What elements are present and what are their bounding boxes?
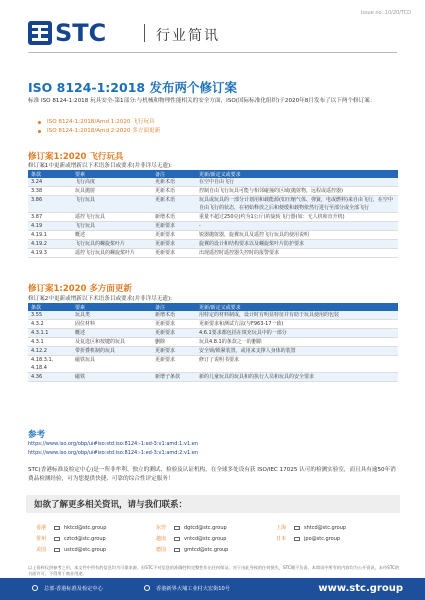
table-cell: 安全锁/锁紧装置，或用来支撑人身体的装置 bbox=[196, 347, 398, 356]
contact-list bbox=[36, 522, 396, 555]
table-row bbox=[28, 347, 398, 356]
table-row bbox=[28, 196, 398, 213]
table-cell: 飞行玩具的螺旋桨叶片 bbox=[72, 240, 152, 249]
table-cell: 更新要求 bbox=[152, 222, 196, 231]
contact-email-link[interactable]: shtcd@stc.group bbox=[304, 524, 347, 531]
table-row bbox=[28, 311, 398, 320]
contact-city: 美国 bbox=[36, 547, 47, 553]
table-cell: 更新要求 bbox=[152, 249, 196, 258]
table-cell: 4.19.1 bbox=[28, 231, 72, 240]
table-cell: 用特定的材料制成，设计时有明显特征并有助于玩具使用的包装 bbox=[196, 311, 398, 320]
table-cell: 更新要求 bbox=[152, 329, 196, 338]
footer-address: 香港新界大埔工业村大宏街10号 bbox=[156, 586, 231, 592]
contact-city: 越南 bbox=[156, 536, 167, 542]
contact-city: 东莞 bbox=[156, 525, 167, 531]
contact-city: 常州 bbox=[36, 536, 47, 542]
table-cell: 4.36 bbox=[28, 373, 72, 382]
email-icon bbox=[54, 548, 60, 552]
table-cell: 重量不超过250克(约为1公斤)的旋转飞行器(如：无人机和直升机) bbox=[196, 213, 398, 222]
table-cell: 3.38 bbox=[28, 187, 72, 196]
column-header: 要素 bbox=[72, 170, 152, 178]
contact-item bbox=[36, 546, 156, 553]
contact-city: 德国 bbox=[156, 547, 167, 553]
table-cell: 更新术语 bbox=[152, 196, 196, 213]
table-cell: 3.86 bbox=[28, 196, 72, 213]
section2-subtitle: 修订案2中更新或增新以下术语条目或要求(并非详尽无遗): bbox=[28, 296, 173, 302]
footer-website-link[interactable]: www.stc.group bbox=[318, 583, 403, 594]
table-cell: 出现遥控时遥控器失控时的报警要求 bbox=[196, 249, 398, 258]
table-cell: 4.6.1要求都包括在填充玩具中的一部分 bbox=[196, 329, 398, 338]
table-cell: 磁铁 bbox=[72, 373, 152, 382]
table-cell: 玩具或玩具的一部分计划用和载能源(如压缩气体、弹簧，电或燃料)来自由飞行，在空中自由飞行的状态，在初始释放之后和便缓和载物依然行进行至部分或全部飞行 bbox=[196, 196, 398, 213]
list-item: ISO 8124-1:2018/Amd 2:2020 多方面更新 bbox=[38, 127, 160, 136]
table-cell: 玩具类 bbox=[72, 311, 152, 320]
table-cell: 飞行玩具 bbox=[72, 196, 152, 213]
table-row bbox=[28, 356, 398, 373]
table-cell: 飞行高度 bbox=[72, 178, 152, 187]
table-header-row bbox=[28, 170, 398, 178]
disclaimer: 以上资料仅供参考之用，本文件中所有的信息均为可靠来源，但STC不对信息的准确性和完整性作出任何保证。对于由此导致的任何损失，STC概不负责。本简讯中所有的内容均为公开资讯，未经STC的书面许可，不得用于商业用途。 bbox=[28, 565, 400, 576]
contact-row bbox=[36, 522, 396, 533]
address-icon bbox=[144, 585, 150, 591]
table-row bbox=[28, 231, 398, 240]
table-cell: 4.19.2 bbox=[28, 240, 72, 249]
footer-headquarters: 总部·香港标准及检定中心 bbox=[44, 586, 103, 592]
table-cell: 4.3.2 bbox=[28, 320, 72, 329]
table-cell: 更新要求 bbox=[152, 240, 196, 249]
header-divider bbox=[144, 24, 145, 42]
contact-title: 如欲了解更多相关资讯，请与我们联系： bbox=[34, 500, 188, 510]
table-cell: 4.19.3 bbox=[28, 249, 72, 258]
table-cell: 更新术语 bbox=[152, 178, 196, 187]
contact-item bbox=[276, 524, 396, 531]
email-icon bbox=[174, 548, 180, 552]
table-cell: 新增子条款 bbox=[152, 373, 196, 382]
contact-city: 日本 bbox=[276, 536, 287, 542]
table-cell: 4.12.2 bbox=[28, 347, 72, 356]
section1-table bbox=[28, 170, 398, 258]
table-cell: 概述 bbox=[72, 329, 152, 338]
table-cell: 玩具抛射 bbox=[72, 187, 152, 196]
email-icon bbox=[54, 526, 60, 530]
column-header: 更新/新定义或要求 bbox=[196, 170, 398, 178]
table-row bbox=[28, 187, 398, 196]
contact-row bbox=[36, 544, 396, 555]
contact-email-link[interactable]: jpo@stc.group bbox=[304, 535, 341, 542]
table-cell: 4.3.1.1 bbox=[28, 329, 72, 338]
table-row bbox=[28, 249, 398, 258]
email-icon bbox=[294, 526, 300, 530]
page-header bbox=[28, 20, 397, 48]
list-item: ISO 8124-1:2018/Amd 1:2020 飞行玩具 bbox=[38, 118, 160, 127]
table-cell: 新增术语 bbox=[152, 213, 196, 222]
bullet-icon bbox=[38, 130, 41, 133]
email-icon bbox=[294, 537, 300, 541]
contact-item bbox=[36, 535, 156, 542]
table-row bbox=[28, 213, 398, 222]
table-cell: 修订了说明书要求 bbox=[196, 356, 398, 373]
table-cell: 更新要求和测试方法(与F963-17一致) bbox=[196, 320, 398, 329]
location-icon bbox=[32, 585, 38, 591]
email-icon bbox=[54, 537, 60, 541]
email-icon bbox=[174, 526, 180, 530]
column-header: 更新/新定义或要求 bbox=[196, 303, 398, 311]
table-cell: 旋翼的设计和结构要求以及螺旋桨叶片防护要求 bbox=[196, 240, 398, 249]
contact-email-link[interactable]: dgtcd@stc.group bbox=[184, 524, 227, 531]
table-row bbox=[28, 240, 398, 249]
table-cell: 更新要求 bbox=[152, 347, 196, 356]
contact-email-link[interactable]: vntcd@stc.group bbox=[184, 535, 227, 542]
column-header: 要素 bbox=[72, 303, 152, 311]
column-header: 备注 bbox=[152, 303, 196, 311]
table-cell: 遥控飞行玩具 bbox=[72, 213, 152, 222]
references-title: 参考 bbox=[28, 430, 46, 440]
contact-email-link[interactable]: ustcd@stc.group bbox=[64, 546, 107, 553]
table-row bbox=[28, 329, 398, 338]
table-cell: 遥控飞行玩具的螺旋桨叶片 bbox=[72, 249, 152, 258]
header-rule bbox=[28, 52, 397, 53]
contact-email-link[interactable]: gmtcd@stc.group bbox=[184, 546, 229, 553]
table-cell: 更新术语 bbox=[152, 187, 196, 196]
contact-item bbox=[156, 535, 276, 542]
table-cell: 3.24 bbox=[28, 178, 72, 187]
contact-item bbox=[36, 524, 156, 531]
email-icon bbox=[174, 537, 180, 541]
section2-table bbox=[28, 303, 398, 382]
section1-subtitle: 修订案1中更新或增新以下术语条目或要求(并非详尽无遗): bbox=[28, 163, 173, 169]
table-cell: 更新要求 bbox=[152, 320, 196, 329]
contact-email-link[interactable]: cztcd@stc.group bbox=[64, 535, 106, 542]
stc-logo-icon bbox=[28, 21, 52, 45]
about-stc: STC(香港标准及检定中心)是一所非牟利、独立的测试、检验及认证机构，在全球多处设有获 ISO/IEC 17025 认可的检测实验室，而且具有逾50年消费品检测经验，可为您提供快捷、可靠的综合性评定服务！ bbox=[28, 467, 396, 482]
table-header-row bbox=[28, 303, 398, 311]
table-row bbox=[28, 222, 398, 231]
table-cell: 新的儿童玩具的玩具和的执行人员和玩具的安全要求 bbox=[196, 373, 398, 382]
table-row bbox=[28, 320, 398, 329]
column-header: 条款 bbox=[28, 303, 72, 311]
table-cell: 概述 bbox=[72, 231, 152, 240]
section2-title: 修订案1:2020 多方面更新 bbox=[28, 284, 132, 294]
table-row bbox=[28, 373, 398, 382]
table-cell: 新增术语 bbox=[152, 311, 196, 320]
contact-city: 上海 bbox=[276, 525, 287, 531]
table-cell: 在空中自由飞行 bbox=[196, 178, 398, 187]
amendment-list bbox=[38, 118, 160, 136]
table-cell: 带折叠机制的玩具 bbox=[72, 347, 152, 356]
table-cell: 3.87 bbox=[28, 213, 72, 222]
intro-paragraph: 标准 ISO 8124-1:2018 玩具安全-第1部分:与机械和物理性能相关的安全方面，ISO(国际标准化组织)于2020年8月发布了以下两个修订案： bbox=[28, 98, 376, 104]
table-cell: 控制自由飞行玩具可能与相邻碰撞的区域(抛射物，远程或遥控器) bbox=[196, 187, 398, 196]
section1-title: 修订案1:2020 飞行玩具 bbox=[28, 152, 124, 162]
section-title: 行业简讯 bbox=[156, 28, 220, 44]
reference-link[interactable]: https://www.iso.org/obp/ui#iso:std:iso:8124:-1:ed-3:v1:amd:2:v1:en bbox=[28, 450, 199, 456]
logo-text: STC bbox=[55, 19, 107, 47]
contact-item bbox=[276, 535, 396, 542]
table-cell: 4.18.3.1、4.18.4 bbox=[28, 356, 72, 373]
contact-city: 香港 bbox=[36, 525, 47, 531]
contact-email-link[interactable]: hktcd@stc.group bbox=[64, 524, 107, 531]
contact-item bbox=[156, 546, 276, 553]
stc-logo bbox=[28, 20, 106, 46]
table-cell: 飞行玩具 bbox=[72, 222, 152, 231]
table-cell: 删除 bbox=[152, 338, 196, 347]
table-cell: 磁铁玩具 bbox=[72, 356, 152, 373]
column-header: 条款 bbox=[28, 170, 72, 178]
contact-banner bbox=[26, 495, 400, 513]
table-cell: 3.55 bbox=[28, 311, 72, 320]
table-cell: - bbox=[196, 222, 398, 231]
page-title: ISO 8124-1:2018 发布两个修订案 bbox=[28, 80, 237, 95]
table-cell: 更新要求 bbox=[152, 231, 196, 240]
column-header: 备注 bbox=[152, 170, 196, 178]
table-row bbox=[28, 338, 398, 347]
table-row bbox=[28, 178, 398, 187]
page-footer bbox=[0, 578, 425, 600]
table-cell: 锐器抛射器，旋翼玩具及遥控飞行玩具的使用说明 bbox=[196, 231, 398, 240]
table-cell: 玩具4.8.1的条款之一的删除 bbox=[196, 338, 398, 347]
table-cell: 固位材料 bbox=[72, 320, 152, 329]
contact-row bbox=[36, 533, 396, 544]
table-cell: 更新要求 bbox=[152, 356, 196, 373]
table-cell: 及复选区和按键的玩具 bbox=[72, 338, 152, 347]
contact-item bbox=[156, 524, 276, 531]
reference-link[interactable]: https://www.iso.org/obp/ui#iso:std:iso:8124:-1:ed-3:v1:amd:1:v1:en bbox=[28, 441, 199, 447]
table-cell: 4.19 bbox=[28, 222, 72, 231]
issue-number: Issue no.:10/20/TCD bbox=[360, 10, 411, 16]
bullet-icon bbox=[38, 121, 41, 124]
table-cell: 4.3.1 bbox=[28, 338, 72, 347]
